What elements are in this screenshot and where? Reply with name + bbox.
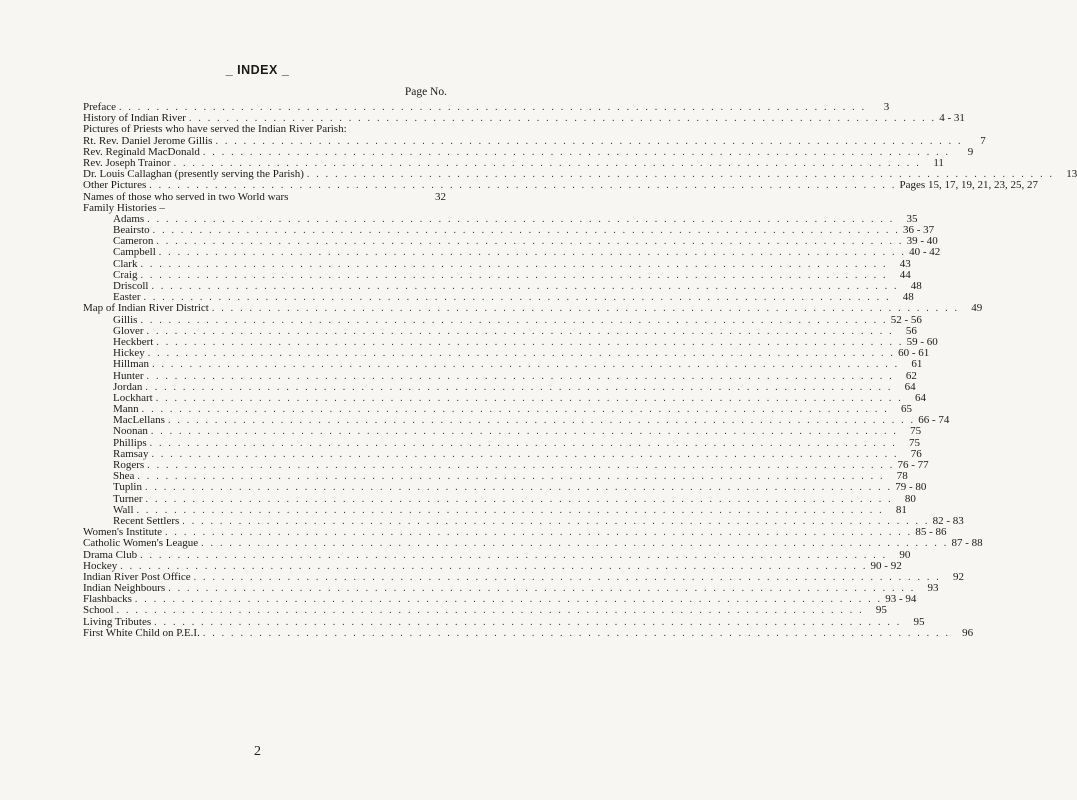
- entry-label: Rt. Rev. Daniel Jerome Gillis: [83, 134, 213, 147]
- entry-label: Hillman: [113, 358, 150, 371]
- entry-page: 80: [904, 492, 916, 505]
- entry-page: 7: [980, 134, 986, 147]
- entry-page: 32: [435, 190, 446, 203]
- entry-label: Women's Institute: [83, 526, 163, 539]
- dot-leader: . . . . . . . . . . . . . . . . . . . . . . . . . . . . . . . . . . . . . . . . . . . . . . . . . . . . . . . . . . . . . . . . . . . . . . . . . . . . . . . .: [137, 471, 885, 483]
- entry-page: 64: [904, 380, 916, 393]
- entry-label: Rev. Reginald MacDonald: [83, 145, 200, 158]
- entry-label: Tuplin: [113, 481, 142, 494]
- index-title: _ INDEX _: [225, 63, 290, 77]
- entry-page: 90 - 92: [870, 559, 902, 572]
- entry-page: 92: [952, 570, 964, 583]
- entry-label: Lockhart: [113, 391, 153, 404]
- dot-leader: . . . . . . . . . . . . . . . . . . . . . . . . . . . . . . . . . . . . . . . . . . . . . . . . . . . . . . . . . . . . . . . . . . . . . . . . . . . . . . . .: [167, 415, 916, 427]
- dot-leader: . . . . . . . . . . . . . . . . . . . . . . . . . . . . . . . . . . . . . . . . . . . . . . . . . . . . . . . . . . . . . . . . . . . . . . . . . . . . . . . .: [202, 146, 951, 158]
- dot-leader: . . . . . . . . . . . . . . . . . . . . . . . . . . . . . . . . . . . . . . . . . . . . . . . . . . . . . . . . . . . . . . . . . . . . . . . . . . . . . . . .: [152, 225, 900, 237]
- entry-label: Adams: [113, 212, 145, 225]
- entry-label: Beairsto: [113, 224, 150, 237]
- entry-label: Living Tributes: [83, 615, 152, 628]
- entry-label: Flashbacks: [83, 593, 132, 606]
- entry-page: 95: [913, 615, 925, 628]
- dot-leader: . . . . . . . . . . . . . . . . . . . . . . . . . . . . . . . . . . . . . . . . . . . . . . . . . . . . . . . . . . . . . . . . . . . . . . . . . . . . . . . .: [140, 258, 888, 270]
- entry-page: 61: [911, 358, 923, 371]
- index-entry: [83, 593, 917, 606]
- dot-leader: . . . . . . . . . . . . . . . . . . . . . . . . . . . . . . . . . . . . . . . . . . . . . . . . . . . . . . . . . . . . . . . . . . . . . . . . . . . . . . . .: [151, 448, 899, 460]
- entry-label: Wall: [113, 503, 134, 516]
- index-entry: [83, 192, 446, 203]
- entry-label: Ramsay: [113, 447, 149, 460]
- entry-page: 59 - 60: [906, 335, 938, 348]
- dot-leader: . . . . . . . . . . . . . . . . . . . . . . . . . . . . . . . . . . . . . . . . . . . . . . . . . . . . . . . . . . . . . . . . . . . . . . . . . . . . . . . .: [146, 325, 894, 337]
- dot-leader: . . . . . . . . . . . . . . . . . . . . . . . . . . . . . . . . . . . . . . . . . . . . . . . . . . . . . . . . . . . . . . . . . . . . . . . . . . . . . . . .: [146, 370, 894, 382]
- dot-leader: . . . . . . . . . . . . . . . . . . . . . . . . . . . . . . . . . . . . . . . . . . . . . . . . . . . . . . . . . . . . . . . . . . . . . . . . . . . . . . . .: [158, 247, 907, 259]
- entry-label: History of Indian River: [83, 112, 186, 125]
- entry-page: 60 - 61: [898, 347, 930, 360]
- dot-leader: . . . . . . . . . . . . . . . . . . . . . . . . . . . . . . . . . . . . . . . . . . . . . . . . . . . . . . . . . . . . . . . . . . . . . . . . . . . . . . . .: [140, 549, 888, 561]
- dot-leader: . . . . . . . . . . . . . . . . . . . . . . . . . . . . . . . . . . . . . . . . . . . . . . . . . . . . . . . . . . . . . . . . . . . . . . . . . . . . . . . .: [152, 359, 900, 371]
- entry-page: [426, 203, 446, 214]
- dot-leader: . . . . . . . . . . . . . . . . . . . . . . . . . . . . . . . . . . . . . . . . . . . . . . . . . . . . . . . . . . . . . . . . . . . . . . . . . . . . . . . .: [116, 605, 864, 617]
- index-entry: [83, 179, 1038, 192]
- index-entry: [83, 369, 917, 382]
- entry-page: 79 - 80: [895, 481, 927, 494]
- entry-page: 75: [910, 425, 922, 438]
- entry-label: Campbell: [113, 246, 156, 259]
- entry-label: Hunter: [113, 369, 144, 382]
- entry-page: 56: [905, 324, 917, 337]
- entry-page: 52 - 56: [890, 313, 922, 326]
- entry-label: Hickey: [113, 347, 145, 360]
- entry-label: Driscoll: [113, 280, 149, 292]
- dot-leader: . . . . . . . . . . . . . . . . . . . . . . . . . . . . . . . . . . . . . . . . . . . . . . . . . . . . . . . . . . . . . . . . . . . . . . . . . . . . . . . .: [145, 493, 893, 505]
- dot-leader: . . . . . . . . . . . . . . . . . . . . . . . . . . . . . . . . . . . . . . . . . . . . . . . . . . . . . . . . . . . . . . . . . . . . . . . . . . . . . . . .: [202, 627, 951, 639]
- dot-leader: . . . . . . . . . . . . . . . . . . . . . . . . . . . . . . . . . . . . . . . . . . . . . . . . . . . . . . . . . . . . . . . . . . . . . . . . . . . . . . . .: [150, 426, 899, 438]
- entry-label: Shea: [113, 470, 135, 483]
- dot-leader: . . . . . . . . . . . . . . . . . . . . . . . . . . . . . . . . . . . . . . . . . . . . . . . . . . . . . . . . . . . . . . . . . . . . . . . . . . . . . . . .: [168, 583, 916, 595]
- entry-label: Recent Settlers: [113, 514, 180, 527]
- entry-page: 48: [902, 291, 914, 304]
- index-entry: [83, 582, 939, 595]
- entry-label: Easter: [113, 291, 141, 304]
- index-entry: [83, 246, 941, 259]
- dot-leader: . . . . . . . . . . . . . . . . . . . . . . . . . . . . . . . . . . . . . . . . . . . . . . . . . . . . . . . . . . . . . . . . . . . . . . . . . . . . . . . .: [188, 113, 937, 125]
- index-entry: [83, 459, 929, 471]
- entry-page: 87 - 88: [951, 537, 983, 550]
- entry-label: Rogers: [113, 459, 145, 471]
- dot-leader: . . . . . . . . . . . . . . . . . . . . . . . . . . . . . . . . . . . . . . . . . . . . . . . . . . . . . . . . . . . . . . . . . . . . . . . . . . . . . . . .: [215, 135, 963, 147]
- dot-leader: . . . . . . . . . . . . . . . . . . . . . . . . . . . . . . . . . . . . . . . . . . . . . . . . . . . . . . . . . . . . . . . . . . . . . . . . . . . . . . . .: [147, 460, 895, 471]
- entry-page: 65: [900, 403, 912, 416]
- entry-label: Pictures of Priests who have served the Indian River Parish:: [83, 123, 347, 136]
- dot-leader: . . . . . . . . . . . . . . . . . . . . . . . . . . . . . . . . . . . . . . . . . . . . . . . . . . . . . . . . . . . . . . . . . . . . . . . . . . . . . . . .: [155, 392, 904, 404]
- entry-label: Drama Club: [83, 548, 138, 561]
- dot-leader: . . . . . . . . . . . . . . . . . . . . . . . . . . . . . . . . . . . . . . . . . . . . . . . . . . . . . . . . . . . . . . . . . . . . . . . . . . . . . . . .: [136, 504, 884, 516]
- index-entry: [83, 604, 887, 617]
- entry-label: Turner: [113, 492, 143, 505]
- dot-leader: . . . . . . . . . . . . . . . . . . . . . . . . . . . . . . . . . . . . . . . . . . . . . . . . . . . . . . . . . . . . . . . . . . . . . . . . . . . . . . . .: [156, 236, 904, 248]
- dot-leader: . . . . . . . . . . . . . . . . . . . . . . . . . . . . . . . . . . . . . . . . . . . . . . . . . . . . . . . . . . . . . . . . . . . . . . . . . . . . . . . .: [141, 404, 889, 416]
- entry-page: 85 - 86: [915, 526, 947, 539]
- entry-label: Other Pictures: [83, 179, 147, 192]
- entry-label: Dr. Louis Callaghan (presently serving the Parish): [83, 168, 304, 181]
- dot-leader: . . . . . . . . . . . . . . . . . . . . . . . . . . . . . . . . . . . . . . . . . . . . . . . . . . . . . . . . . . . . . . . . . . . . . . . . . . . . . . . .: [173, 157, 921, 169]
- dot-leader: . . . . . . . . . . . . . . . . . . . . . . . . . . . . . . . . . . . . . . . . . . . . . . . . . . . . . . . . . . . . . . . . . . . . . . . . . . . . . . . .: [211, 303, 960, 315]
- entry-label: Hockey: [83, 559, 118, 572]
- index-entry: [83, 548, 911, 561]
- index-entry: [83, 481, 927, 494]
- entry-page: 44: [899, 268, 911, 281]
- page-number: 2: [254, 744, 261, 759]
- entry-page: 76 - 77: [897, 459, 929, 471]
- dot-leader: . . . . . . . . . . . . . . . . . . . . . . . . . . . . . . . . . . . . . . . . . . . . . . . . . . . . . . . . . . . . . . . . . . . . . . . . . . . . . . . .: [201, 538, 949, 550]
- dot-leader: [288, 192, 426, 203]
- dot-leader: . . . . . . . . . . . . . . . . . . . . . . . . . . . . . . . . . . . . . . . . . . . . . . . . . . . . . . . . . . . . . . . . . . . . . . . . . . . . . . . .: [151, 281, 899, 292]
- entry-label: Clark: [113, 257, 138, 270]
- entry-label: Preface: [83, 101, 116, 113]
- dot-leader: . . . . . . . . . . . . . . . . . . . . . . . . . . . . . . . . . . . . . . . . . . . . . . . . . . . . . . . . . . . . . . . . . . . . . . . . . . . . . . . .: [306, 169, 1055, 181]
- index-entry: [83, 537, 983, 550]
- entry-label: Noonan: [113, 425, 148, 438]
- entry-label: Mann: [113, 403, 139, 416]
- entry-label: Craig: [113, 268, 138, 281]
- dot-leader: . . . . . . . . . . . . . . . . . . . . . . . . . . . . . . . . . . . . . . . . . . . . . . . . . . . . . . . . . . . . . . . . . . . . . . . . . . . . . . . .: [134, 594, 883, 606]
- entry-page: 76: [910, 447, 922, 460]
- entry-page: 43: [899, 257, 911, 270]
- entry-label: MacLellans: [113, 414, 165, 427]
- index-entry: [83, 358, 923, 371]
- index-entry: [83, 425, 922, 438]
- page-number-column-header: Page No.: [404, 86, 447, 98]
- entry-page: Pages 15, 17, 19, 21, 23, 25, 27: [899, 179, 1038, 192]
- entry-page: 75: [908, 436, 920, 449]
- entry-page: 3: [883, 101, 890, 113]
- entry-label: Catholic Women's League: [83, 537, 199, 550]
- dot-leader: . . . . . . . . . . . . . . . . . . . . . . . . . . . . . . . . . . . . . . . . . . . . . . . . . . . . . . . . . . . . . . . . . . . . . . . . . . . . . . . .: [154, 616, 902, 628]
- entry-label: Cameron: [113, 235, 154, 248]
- entry-page: 39 - 40: [906, 235, 938, 248]
- entry-page: [426, 124, 446, 135]
- entry-label: Glover: [113, 324, 144, 337]
- entry-page: 64: [915, 391, 927, 404]
- index-list: [83, 101, 1077, 639]
- dot-leader: . . . . . . . . . . . . . . . . . . . . . . . . . . . . . . . . . . . . . . . . . . . . . . . . . . . . . . . . . . . . . . . . . . . . . . . . . . . . . . . .: [140, 314, 888, 326]
- index-entry: [83, 492, 916, 505]
- dot-leader: . . . . . . . . . . . . . . . . . . . . . . . . . . . . . . . . . . . . . . . . . . . . . . . . . . . . . . . . . . . . . . . . . . . . . . . . . . . . . . . .: [143, 292, 891, 304]
- entry-label: School: [83, 604, 114, 617]
- entry-label: Jordan: [113, 380, 143, 393]
- dot-leader: [347, 124, 426, 135]
- entry-label: Map of Indian River District: [83, 302, 209, 315]
- entry-page: 82 - 83: [932, 514, 964, 527]
- entry-page: 66 - 74: [918, 414, 950, 427]
- index-entry: [83, 302, 983, 315]
- entry-page: 49: [971, 302, 983, 315]
- entry-page: 35: [906, 212, 918, 225]
- dot-leader: . . . . . . . . . . . . . . . . . . . . . . . . . . . . . . . . . . . . . . . . . . . . . . . . . . . . . . . . . . . . . . . . . . . . . . . . . . . . . . . .: [118, 102, 867, 113]
- dot-leader: . . . . . . . . . . . . . . . . . . . . . . . . . . . . . . . . . . . . . . . . . . . . . . . . . . . . . . . . . . . . . . . . . . . . . . . . . . . . . . . .: [149, 437, 897, 449]
- dot-leader: [165, 203, 426, 214]
- entry-page: 40 - 42: [909, 246, 941, 259]
- entry-page: 81: [895, 503, 907, 516]
- index-entry: [83, 257, 911, 270]
- entry-label: Heckbert: [113, 335, 154, 348]
- entry-page: 96: [962, 626, 974, 639]
- dot-leader: . . . . . . . . . . . . . . . . . . . . . . . . . . . . . . . . . . . . . . . . . . . . . . . . . . . . . . . . . . . . . . . . . . . . . . . . . . . . . . . .: [182, 515, 930, 527]
- dot-leader: . . . . . . . . . . . . . . . . . . . . . . . . . . . . . . . . . . . . . . . . . . . . . . . . . . . . . . . . . . . . . . . . . . . . . . . . . . . . . . . .: [144, 482, 893, 494]
- entry-label: Rev. Joseph Trainor: [83, 156, 171, 169]
- entry-page: 95: [875, 604, 887, 617]
- dot-leader: . . . . . . . . . . . . . . . . . . . . . . . . . . . . . . . . . . . . . . . . . . . . . . . . . . . . . . . . . . . . . . . . . . . . . . . . . . . . . . . .: [193, 571, 941, 583]
- entry-page: 48: [910, 280, 922, 292]
- entry-page: 36 - 37: [902, 224, 935, 237]
- entry-label: Gillis: [113, 313, 138, 326]
- entry-label: Indian Neighbours: [83, 582, 166, 595]
- dot-leader: . . . . . . . . . . . . . . . . . . . . . . . . . . . . . . . . . . . . . . . . . . . . . . . . . . . . . . . . . . . . . . . . . . . . . . . . . . . . . . . .: [120, 560, 868, 572]
- entry-page: 78: [896, 470, 908, 483]
- index-entry: [83, 626, 974, 639]
- entry-label: First White Child on P.E.I.: [83, 626, 200, 639]
- entry-label: Names of those who served in two World wars: [83, 190, 289, 203]
- entry-page: 90: [899, 548, 911, 561]
- entry-page: 93 - 94: [885, 593, 917, 606]
- dot-leader: . . . . . . . . . . . . . . . . . . . . . . . . . . . . . . . . . . . . . . . . . . . . . . . . . . . . . . . . . . . . . . . . . . . . . . . . . . . . . . . .: [149, 180, 897, 192]
- dot-leader: . . . . . . . . . . . . . . . . . . . . . . . . . . . . . . . . . . . . . . . . . . . . . . . . . . . . . . . . . . . . . . . . . . . . . . . . . . . . . . . .: [156, 336, 904, 348]
- dot-leader: . . . . . . . . . . . . . . . . . . . . . . . . . . . . . . . . . . . . . . . . . . . . . . . . . . . . . . . . . . . . . . . . . . . . . . . . . . . . . . . .: [147, 213, 895, 225]
- entry-page: 9: [967, 145, 974, 158]
- entry-label: Phillips: [113, 436, 147, 449]
- dot-leader: . . . . . . . . . . . . . . . . . . . . . . . . . . . . . . . . . . . . . . . . . . . . . . . . . . . . . . . . . . . . . . . . . . . . . . . . . . . . . . . .: [165, 527, 913, 539]
- entry-page: 11: [933, 156, 944, 169]
- entry-page: 93: [927, 582, 939, 595]
- dot-leader: . . . . . . . . . . . . . . . . . . . . . . . . . . . . . . . . . . . . . . . . . . . . . . . . . . . . . . . . . . . . . . . . . . . . . . . . . . . . . . . .: [140, 269, 888, 281]
- entry-page: 62: [905, 369, 917, 382]
- entry-page: 4 - 31: [939, 112, 965, 125]
- dot-leader: . . . . . . . . . . . . . . . . . . . . . . . . . . . . . . . . . . . . . . . . . . . . . . . . . . . . . . . . . . . . . . . . . . . . . . . . . . . . . . . .: [147, 348, 896, 360]
- entry-label: Family Histories –: [83, 201, 165, 214]
- entry-label: Indian River Post Office: [83, 570, 191, 583]
- dot-leader: . . . . . . . . . . . . . . . . . . . . . . . . . . . . . . . . . . . . . . . . . . . . . . . . . . . . . . . . . . . . . . . . . . . . . . . . . . . . . . . .: [145, 381, 893, 393]
- index-entry: [83, 124, 446, 135]
- entry-page: 13: [1066, 168, 1077, 181]
